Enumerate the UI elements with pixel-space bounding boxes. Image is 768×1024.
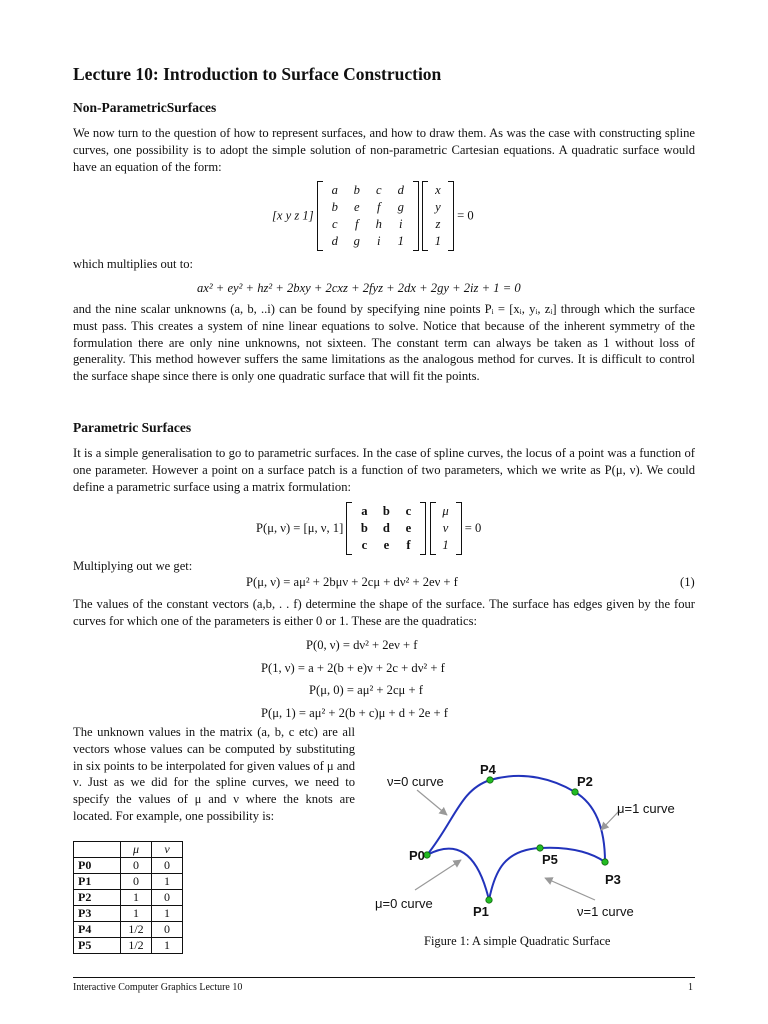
equation-parametric-matrix: [256, 502, 481, 555]
table-row: [74, 906, 183, 922]
matrix-entry: g: [397, 200, 404, 214]
table-row: [74, 858, 183, 874]
value-cell: 1: [121, 890, 152, 906]
value-cell: 1: [152, 906, 183, 922]
table-row: [74, 890, 183, 906]
matrix-entry: f: [377, 200, 381, 214]
footer-page-number: 1: [688, 982, 693, 993]
column-entry: ν: [442, 521, 449, 535]
multiplying-text: Multiplying out we get:: [73, 559, 193, 573]
quadratic-4: P(μ, 1) = aμ² + 2(b + c)μ + d + 2e + f: [261, 706, 448, 720]
matrix-entry: 1: [397, 234, 404, 248]
point-p2-marker: [572, 789, 578, 795]
point-label-cell: P5: [74, 938, 121, 954]
table-header-cell: ν: [152, 842, 183, 858]
matrix-entry: b: [360, 521, 368, 535]
value-cell: 1: [152, 938, 183, 954]
paragraph-intro: We now turn to the question of how to represent surfaces, and how to draw them. As was the case with constructing spline curves, one possibility is to adopt the simple solution of non-parametric Cartesian equations. A quadratic surface would have an equation of the form:: [73, 126, 695, 174]
table-row: [74, 922, 183, 938]
point-p5-marker: [537, 845, 543, 851]
point-label-cell: P0: [74, 858, 121, 874]
column-entry: 1: [442, 538, 449, 552]
column-entry: μ: [442, 504, 449, 518]
equation-rhs-2: = 0: [464, 521, 482, 535]
table-row: [74, 938, 183, 954]
label-mu1-curve: μ=1 curve: [617, 801, 675, 816]
equation-quadratic-matrix: [272, 181, 474, 251]
matrix-entry: e: [353, 200, 360, 214]
column-vector: [422, 181, 454, 251]
point-label-cell: P2: [74, 890, 121, 906]
matrix-entry: f: [406, 538, 411, 552]
matrix-entry: c: [331, 217, 338, 231]
knot-table: [73, 841, 183, 954]
matrix-entry: b: [331, 200, 338, 214]
paragraph-edges: The values of the constant vectors (a,b, . . f) determine the shape of the surface. The surface has edges given by the four curves for which one of the parameters is either 0 or 1. These are the quadratics:: [73, 597, 695, 628]
row-vector: [x y z 1]: [272, 208, 314, 223]
quadratic-2: P(1, ν) = a + 2(b + e)ν + 2c + dν² + f: [261, 661, 445, 675]
matrix-entry: a: [331, 183, 338, 197]
parameter-column: [430, 502, 462, 555]
point-p1-marker: [486, 897, 492, 903]
quadratic-3: P(μ, 0) = aμ² + 2cμ + f: [309, 683, 423, 697]
footer-divider: [73, 977, 695, 978]
label-p3: P3: [605, 872, 621, 887]
nu1-pointer: [545, 878, 595, 900]
multiplies-text: which multiplies out to:: [73, 257, 193, 271]
column-entry: 1: [434, 234, 442, 248]
section-heading-nonparametric: Non-ParametricSurfaces: [73, 100, 217, 115]
paragraph-unknowns: and the nine scalar unknowns (a, b, ..i) can be found by specifying nine points Pᵢ = [xᵢ, yᵢ, zᵢ] through which the surface must pass. This creates a system of nine linear equations to solve. Notice that because of the inherent symmetry of the formulation there are only nine unknowns, not sixteen. The constant term can always be taken as 1 without loss of generality. This method however suffers the same limitations as the analogous method for curves. It is difficult to control the surface shape since there is only one quadratic surface that will fit the points.: [73, 302, 695, 384]
value-cell: 1/2: [121, 938, 152, 954]
label-p1: P1: [473, 904, 489, 919]
quadratic-1: P(0, ν) = dν² + 2eν + f: [306, 638, 418, 652]
nu0-pointer: [417, 790, 447, 815]
point-p3-marker: [602, 859, 608, 865]
table-header-row: [74, 842, 183, 858]
matrix-entry: c: [375, 183, 382, 197]
table-header-cell: μ: [121, 842, 152, 858]
matrix-entry: f: [355, 217, 359, 231]
point-label-cell: P4: [74, 922, 121, 938]
matrix-entry: h: [375, 217, 382, 231]
equation-rhs: = 0: [457, 208, 474, 223]
matrix-entry: d: [382, 521, 390, 535]
table-row: [74, 874, 183, 890]
matrix-entry: b: [382, 504, 390, 518]
vector-matrix: [346, 502, 426, 555]
matrix-entry: c: [405, 504, 412, 518]
label-mu0-curve: μ=0 curve: [375, 896, 433, 911]
label-p4: P4: [480, 762, 496, 777]
paragraph-unknown-values: The unknown values in the matrix (a, b, c etc) are all vectors whose values can be computed by substituting in six points to be interpolated for given values of μ and ν. Just as we did for the spline curves, we need to specify the values of μ and ν where the knots are located. For example, one possibility is:: [73, 725, 356, 823]
value-cell: 1/2: [121, 922, 152, 938]
value-cell: 1: [121, 906, 152, 922]
matrix-entry: g: [353, 234, 360, 248]
label-nu0-curve: ν=0 curve: [387, 774, 444, 789]
point-label-cell: P1: [74, 874, 121, 890]
matrix-entry: d: [397, 183, 404, 197]
matrix-entry: i: [399, 217, 403, 231]
section-heading-parametric: Parametric Surfaces: [73, 420, 192, 435]
value-cell: 0: [152, 858, 183, 874]
footer-left: Interactive Computer Graphics Lecture 10: [73, 982, 243, 993]
value-cell: 0: [152, 922, 183, 938]
matrix-entry: d: [331, 234, 338, 248]
column-entry: x: [435, 183, 441, 197]
matrix-entry: c: [361, 538, 368, 552]
label-p5: P5: [542, 852, 558, 867]
label-nu1-curve: ν=1 curve: [577, 904, 634, 919]
value-cell: 0: [121, 858, 152, 874]
parametric-lhs: P(μ, ν) = [μ, ν, 1]: [256, 521, 344, 535]
value-cell: 0: [152, 890, 183, 906]
label-p2: P2: [577, 774, 593, 789]
matrix-entry: b: [353, 183, 360, 197]
matrix-entry: a: [361, 504, 368, 518]
equation-expanded: ax² + ey² + hz² + 2bxy + 2cxz + 2fyz + 2dx + 2gy + 2iz + 1 = 0: [197, 281, 521, 295]
matrix-entry: e: [405, 521, 412, 535]
figure-caption: Figure 1: A simple Quadratic Surface: [424, 934, 611, 948]
page-title: Lecture 10: Introduction to Surface Construction: [73, 64, 442, 84]
label-p0: P0: [409, 848, 425, 863]
mu0-pointer: [415, 860, 461, 890]
coefficient-matrix: [317, 181, 419, 251]
value-cell: 1: [152, 874, 183, 890]
table-header-cell: [74, 842, 121, 858]
point-label-cell: P3: [74, 906, 121, 922]
quadratic-surface-figure: [365, 760, 695, 960]
equation-surface: P(μ, ν) = aμ² + 2bμν + 2cμ + dν² + 2eν + f: [246, 575, 458, 589]
matrix-entry: e: [383, 538, 390, 552]
matrix-entry: i: [377, 234, 381, 248]
nu0-curve-path: [427, 776, 575, 855]
paragraph-parametric: It is a simple generalisation to go to parametric surfaces. In the case of spline curves, the locus of a point was a function of one parameter. However a point on a surface patch is a function of two parameters, which we write as P(μ, ν). We could define a parametric surface using a matrix formulation:: [73, 446, 695, 494]
value-cell: 0: [121, 874, 152, 890]
point-p4-marker: [487, 777, 493, 783]
equation-number: (1): [680, 575, 695, 589]
column-entry: y: [435, 200, 441, 214]
mu0-curve-path: [427, 849, 489, 900]
column-entry: z: [435, 217, 441, 231]
